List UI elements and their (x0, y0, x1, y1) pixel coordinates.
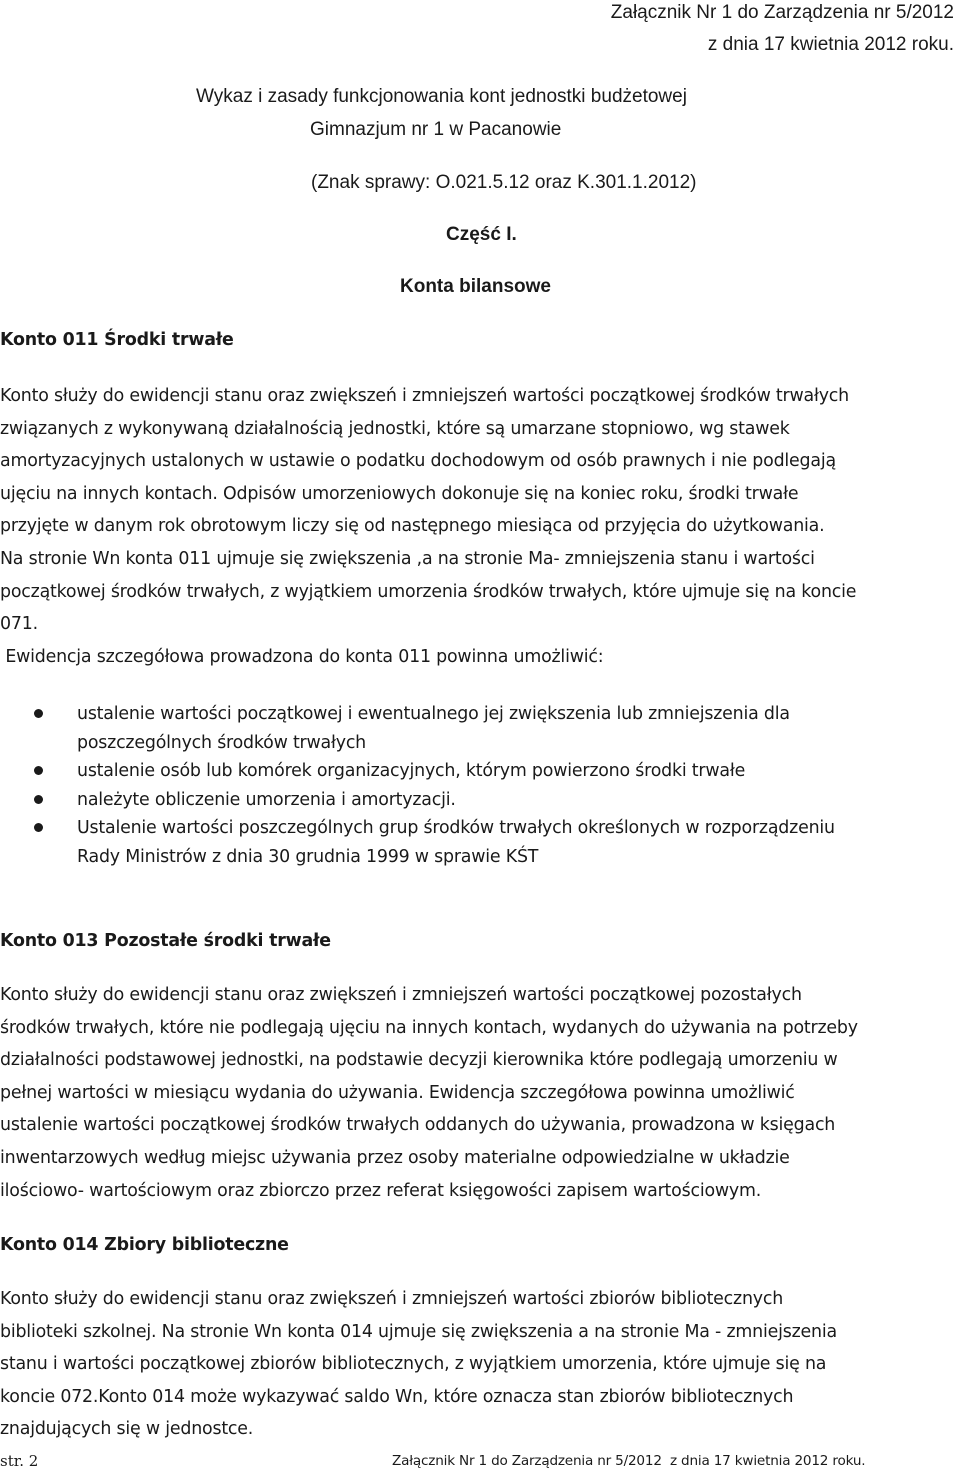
konto-011-description (0, 380, 856, 673)
text-line: ujęciu na innych kontach. Odpisów umorzeniowych dokonuje się na koniec roku, środki trwałe (0, 483, 799, 504)
document-title-line-1: Wykaz i zasady funkcjonowania kont jednostki budżetowej (196, 86, 687, 107)
list-item-line: Rady Ministrów z dnia 30 grudnia 1999 w sprawie KŚT (77, 846, 539, 867)
text-line: biblioteki szkolnej. Na stronie Wn konta 014 ujmuje się zwiększenia a na stronie Ma - zmniejszenia (0, 1321, 837, 1342)
list-item-line: należyte obliczenie umorzenia i amortyzacji. (77, 789, 456, 810)
text-line: Konto służy do ewidencji stanu oraz zwiększeń i zmniejszeń wartości początkowej środków trwałych (0, 386, 849, 406)
text-line: ustalenie wartości początkowej środków trwałych oddanych do używania, prowadzona w księgach (0, 1115, 836, 1136)
text-line: koncie 072.Konto 014 może wykazywać saldo Wn, które oznacza stan zbiorów bibliotecznych (0, 1386, 794, 1407)
text-line: Ewidencja szczegółowa prowadzona do konta 011 powinna umożliwić: (0, 646, 604, 667)
case-number: (Znak sprawy: O.021.5.12 oraz K.301.1.2012) (311, 172, 697, 193)
part-heading: Część I. (446, 224, 517, 245)
section-heading: Konta bilansowe (400, 276, 551, 297)
text-line: działalności podstawowej jednostki, na podstawie decyzji kierownika które podlegają umorzeniu w (0, 1050, 838, 1071)
text-line: inwentarzowych według miejsc używania przez osoby materialne odpowiedzialne w układzie (0, 1147, 790, 1168)
text-line: Konto służy do ewidencji stanu oraz zwiększeń i zmniejszeń wartości zbiorów bibliotecznych (0, 1289, 784, 1309)
konto-013-heading: Konto 013 Pozostałe środki trwałe (0, 931, 331, 951)
konto-011-requirements-list (0, 700, 835, 872)
konto-014-heading: Konto 014 Zbiory biblioteczne (0, 1235, 289, 1255)
text-line: Konto służy do ewidencji stanu oraz zwiększeń i zmniejszeń wartości początkowej pozostałych (0, 985, 802, 1005)
list-item-line: ustalenie wartości początkowej i ewentualnego jej zwiększenia lub zmniejszenia dla (77, 704, 790, 724)
text-line: początkowej środków trwałych, z wyjątkiem umorzenia środków trwałych, które ujmuje się na koncie (0, 581, 857, 602)
page-number: str. 2 (0, 1452, 39, 1470)
attachment-line-2: z dnia 17 kwietnia 2012 roku. (707, 34, 954, 55)
list-item (0, 786, 835, 815)
list-item (0, 814, 835, 871)
list-item-line: poszczególnych środków trwałych (77, 732, 367, 753)
konto-013-description (0, 979, 858, 1207)
list-item-line: Ustalenie wartości poszczególnych grup środków trwałych określonych w rozporządzeniu (77, 818, 835, 839)
list-item (0, 757, 835, 786)
text-line: amortyzacyjnych ustalonych w ustawie o podatku dochodowym od osób prawnych i nie podlegają (0, 451, 836, 472)
list-item (0, 700, 835, 757)
text-line: 071. (0, 614, 38, 635)
document-title-line-2: Gimnazjum nr 1 w Pacanowie (310, 119, 562, 140)
text-line: znajdujących się w jednostce. (0, 1419, 254, 1440)
text-line: przyjęte w danym rok obrotowym liczy się od następnego miesiąca od przyjęcia do użytkowania. (0, 516, 825, 537)
konto-014-description (0, 1283, 837, 1446)
list-item-line: ustalenie osób lub komórek organizacyjnych, którym powierzono środki trwałe (77, 761, 746, 782)
footer-note: Załącznik Nr 1 do Zarządzenia nr 5/2012 z dnia 17 kwietnia 2012 roku. (392, 1453, 866, 1469)
text-line: stanu i wartości początkowej zbiorów bibliotecznych, z wyjątkiem umorzenia, które ujmuje się na (0, 1354, 827, 1375)
text-line: środków trwałych, które nie podlegają ujęciu na innych kontach, wydanych do używania na potrzeby (0, 1017, 858, 1038)
text-line: pełnej wartości w miesiącu wydania do używania. Ewidencja szczegółowa powinna umożliwić (0, 1082, 795, 1103)
konto-011-heading: Konto 011 Środki trwałe (0, 330, 234, 350)
text-line: ilościowo- wartościowym oraz zbiorczo przez referat księgowości zapisem wartościowym. (0, 1180, 762, 1201)
text-line: Na stronie Wn konta 011 ujmuje się zwiększenia ,a na stronie Ma- zmniejszenia stanu i wartości (0, 548, 815, 569)
text-line: związanych z wykonywaną działalnością jednostki, które są umarzane stopniowo, wg stawek (0, 418, 790, 439)
attachment-line-1: Załącznik Nr 1 do Zarządzenia nr 5/2012 (610, 2, 954, 23)
